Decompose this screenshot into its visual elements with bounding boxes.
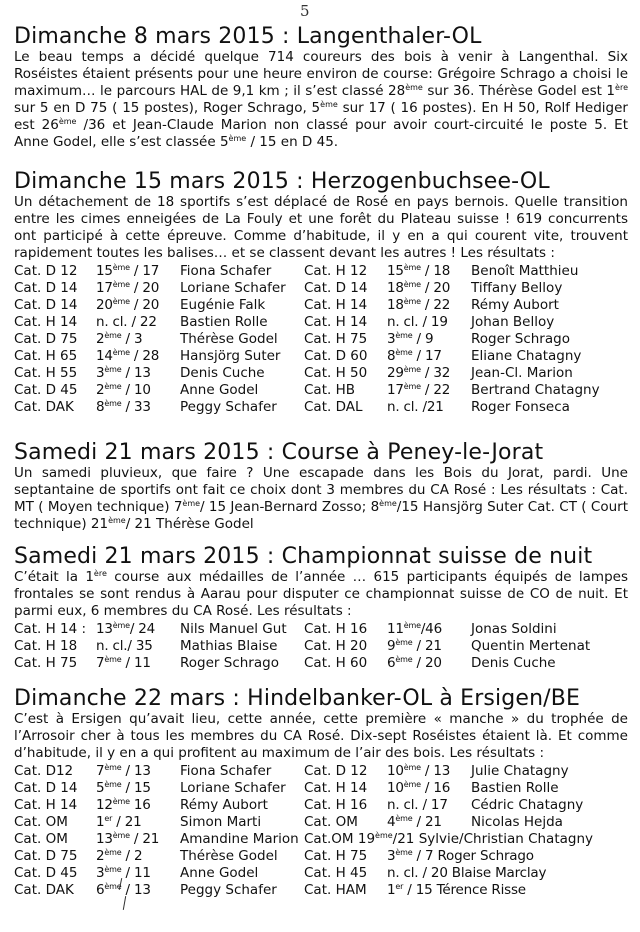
section-text: C’était la 1ère course aux médailles de l’année … 615 participants équipés de lampes frontales se sont rendus à Aarau pour disputer ce championnat suisse de CO de nuit. Et parmi eux, 6 membres du CA Rosé. Les résultats : xyxy=(14,569,628,619)
result-cell-c1: Cat. D 14 xyxy=(14,297,78,313)
result-cell-c1: Cat. OM xyxy=(14,814,68,830)
result-cell-r2: n. cl. / 19 xyxy=(387,314,448,330)
result-cell-c1: Cat. H 65 xyxy=(14,348,78,364)
result-cell-r2: 29ème / 32 xyxy=(387,365,451,381)
result-cell-n2: Johan Belloy xyxy=(471,314,555,330)
result-cell-n2: Denis Cuche xyxy=(471,655,556,671)
result-cell-n1: Peggy Schafer xyxy=(180,399,277,415)
result-row xyxy=(14,797,628,814)
section-text: C’est à Ersigen qu’avait lieu, cette année, cette première « manche » du trophée de l’Arrosoir cher à tous les membres du CA Rosé. Dix-sept Roséistes étaient là. Et comme d’habitude, il y en a qui profitent au maximum de l’air des bois. Les résultats : xyxy=(14,711,628,761)
result-cell-c2: Cat. D 60 xyxy=(304,348,368,364)
result-row xyxy=(14,865,628,882)
result-row xyxy=(14,348,628,365)
section-text: Un détachement de 18 sportifs s’est déplacé de Rosé en pays bernois. Quelle transition entre les cimes enneigées de La Fouly et une forêt du Plateau suisse ! 619 concurrents ont participé à cette épreuve. Comme d’habitude, il y en a qui courent vite, trouvent rapidement toutes les balises… et se classent devant les autres ! Les résultats : xyxy=(14,194,628,261)
result-row xyxy=(14,831,628,848)
result-cell-c2: Cat. H 75 xyxy=(304,331,368,347)
result-cell-r1: 20ème / 20 xyxy=(96,297,160,313)
result-cell-n2: Eliane Chatagny xyxy=(471,348,582,364)
section-herzogenbuchsee xyxy=(14,169,628,416)
result-cell-c1: Cat. H 18 xyxy=(14,638,78,654)
result-cell-r1: 7ème / 13 xyxy=(96,763,151,779)
result-cell-c1: Cat. D 45 xyxy=(14,382,78,398)
result-cell-r2: 15ème / 18 xyxy=(387,263,451,279)
section-text: Un samedi pluvieux, que faire ? Une escapade dans les Bois du Jorat, pardi. Une septantaine de sportifs ont fait ce choix dont 3 membres du CA Rosé : Les résultats : Cat. MT ( Moyen technique) 7ème/ 15 Jean-Bernard Zosso; 8ème/15 Hansjörg Suter Cat. CT ( Court technique) 21ème/ 21 Thérèse Godel xyxy=(14,465,628,532)
result-cell-c1: Cat. H 75 xyxy=(14,655,78,671)
result-cell-r2: n. cl. / 17 xyxy=(387,797,448,813)
result-row xyxy=(14,399,628,416)
result-cell-c2: Cat. H 16 xyxy=(304,621,368,637)
result-cell-c1: Cat. DAK xyxy=(14,882,74,898)
result-cell-c2: Cat. H 60 xyxy=(304,655,368,671)
result-cell-n2: Jean-Cl. Marion xyxy=(471,365,573,381)
result-cell-r1: n. cl./ 35 xyxy=(96,638,153,654)
section-langenthaler xyxy=(14,24,628,151)
result-cell-n1: Bastien Rolle xyxy=(180,314,268,330)
result-cell-n2: Roger Fonseca xyxy=(471,399,570,415)
section-title: Samedi 21 mars 2015 : Championnat suisse de nuit xyxy=(14,544,593,569)
result-cell-r1: 14ème / 28 xyxy=(96,348,160,364)
results-table xyxy=(14,621,628,672)
result-cell-n1: Mathias Blaise xyxy=(180,638,278,654)
result-cell-n2: Nicolas Hejda xyxy=(471,814,563,830)
result-cell-r1: 1er / 21 xyxy=(96,814,142,830)
result-cell-c2: Cat. H 45 xyxy=(304,865,368,881)
section-title: Samedi 21 mars 2015 : Course à Peney-le-Jorat xyxy=(14,440,544,465)
result-cell-n1: Simon Marti xyxy=(180,814,262,830)
result-cell-r1: 3ème / 13 xyxy=(96,365,151,381)
result-cell-c2: Cat. H 14 xyxy=(304,780,368,796)
result-row xyxy=(14,848,628,865)
result-row xyxy=(14,314,628,331)
results-table xyxy=(14,763,628,899)
result-cell-n1: Hansjörg Suter xyxy=(180,348,281,364)
section-peney-le-jorat xyxy=(14,440,628,533)
result-cell-c1: Cat. D 45 xyxy=(14,865,78,881)
result-cell-c1: Cat. D12 xyxy=(14,763,74,779)
result-cell-n1: Roger Schrago xyxy=(180,655,279,671)
result-cell-n1: Eugénie Falk xyxy=(180,297,266,313)
result-cell-n2: Benoît Matthieu xyxy=(471,263,579,279)
result-cell-c2: Cat. HAM xyxy=(304,882,367,898)
result-cell-r2: 9ème / 21 xyxy=(387,638,442,654)
result-cell-c2: Cat. H 14 xyxy=(304,314,368,330)
result-cell-n1: Denis Cuche xyxy=(180,365,265,381)
result-cell-c1: Cat. D 12 xyxy=(14,263,78,279)
result-cell-c1: Cat. D 75 xyxy=(14,331,78,347)
result-cell-n2: Julie Chatagny xyxy=(471,763,569,779)
result-cell-n1: Anne Godel xyxy=(180,382,259,398)
result-cell-n2: Bastien Rolle xyxy=(471,780,559,796)
result-cell-r2: 1er / 15 Térence Risse xyxy=(387,882,526,898)
result-cell-r2: 18ème / 22 xyxy=(387,297,451,313)
result-cell-n2: Tiffany Belloy xyxy=(471,280,563,296)
result-cell-r1: 8ème / 33 xyxy=(96,399,151,415)
result-cell-c2: Cat. D 14 xyxy=(304,280,368,296)
section-title: Dimanche 8 mars 2015 : Langenthaler-OL xyxy=(14,24,482,49)
result-cell-r2: 3ème / 7 Roger Schrago xyxy=(387,848,534,864)
result-row xyxy=(14,382,628,399)
result-cell-r1: 12ème 16 xyxy=(96,797,151,813)
result-cell-r2: 11ème/46 xyxy=(387,621,442,637)
section-championnat-nuit xyxy=(14,544,628,672)
result-cell-r1: n. cl. / 22 xyxy=(96,314,157,330)
result-cell-n2: Quentin Mertenat xyxy=(471,638,591,654)
result-cell-r1: 7ème / 11 xyxy=(96,655,151,671)
result-cell-c2: Cat.OM 19ème/21 Sylvie/Christian Chatagny xyxy=(304,831,594,847)
result-cell-r1: 5ème / 15 xyxy=(96,780,151,796)
section-title: Dimanche 15 mars 2015 : Herzogenbuchsee-OL xyxy=(14,169,550,194)
result-cell-n1: Peggy Schafer xyxy=(180,882,277,898)
result-cell-n1: Fiona Schafer xyxy=(180,263,272,279)
result-cell-c2: Cat. HB xyxy=(304,382,355,398)
section-text: Le beau temps a décidé quelque 714 coureurs des bois à venir à Langenthal. Six Roséistes étaient présents pour une heure environ de course: Grégoire Schrago a choisi le maximum… le parcours HAL de 9,1 km ; il s’est classé 28ème sur 36. Thérèse Godel est 1ère sur 5 en D 75 ( 15 postes), Roger Schrago, 5ème sur 17 ( 16 postes). En H 50, Rolf Hediger est 26ème /36 et Jean-Claude Marion non classé pour avoir court-circuité le poste 5. Et Anne Godel, elle s’est classée 5ème / 15 en D 45. xyxy=(14,49,628,150)
result-cell-r1: 13ème/ 24 xyxy=(96,621,156,637)
result-cell-r2: n. cl. /21 xyxy=(387,399,444,415)
result-cell-n1: Amandine Marion xyxy=(180,831,299,847)
section-title: Dimanche 22 mars : Hindelbanker-OL à Ersigen/BE xyxy=(14,686,581,711)
result-cell-n2: Cédric Chatagny xyxy=(471,797,584,813)
result-cell-n2: Jonas Soldini xyxy=(471,621,557,637)
page-number: 5 xyxy=(300,2,310,20)
result-row xyxy=(14,655,628,672)
results-table xyxy=(14,263,628,416)
result-cell-n1: Thérèse Godel xyxy=(180,848,278,864)
result-cell-r2: 8ème / 17 xyxy=(387,348,442,364)
result-cell-r2: 3ème / 9 xyxy=(387,331,434,347)
result-cell-n1: Thérèse Godel xyxy=(180,331,278,347)
result-cell-c1: Cat. H 55 xyxy=(14,365,78,381)
result-row xyxy=(14,280,628,297)
result-cell-r1: 3ème / 11 xyxy=(96,865,151,881)
result-cell-n2: Roger Schrago xyxy=(471,331,570,347)
result-cell-c2: Cat. H 16 xyxy=(304,797,368,813)
result-cell-n1: Nils Manuel Gut xyxy=(180,621,287,637)
result-cell-r1: 6ème / 13 xyxy=(96,882,151,898)
result-cell-c1: Cat. D 75 xyxy=(14,848,78,864)
result-row xyxy=(14,263,628,280)
result-cell-c2: Cat. DAL xyxy=(304,399,363,415)
result-cell-n1: Loriane Schafer xyxy=(180,780,286,796)
result-row xyxy=(14,297,628,314)
result-cell-r1: 15ème / 17 xyxy=(96,263,160,279)
result-cell-c1: Cat. D 14 xyxy=(14,780,78,796)
result-cell-n1: Fiona Schafer xyxy=(180,763,272,779)
result-cell-r1: 2ème / 10 xyxy=(96,382,151,398)
result-cell-c1: Cat. DAK xyxy=(14,399,74,415)
result-row xyxy=(14,814,628,831)
result-cell-r2: n. cl. / 20 Blaise Marclay xyxy=(387,865,547,881)
result-cell-c2: Cat. H 12 xyxy=(304,263,368,279)
result-cell-r2: 10ème / 16 xyxy=(387,780,451,796)
result-cell-c1: Cat. D 14 xyxy=(14,280,78,296)
result-cell-c2: Cat. H 50 xyxy=(304,365,368,381)
result-cell-c2: Cat. OM xyxy=(304,814,358,830)
result-row xyxy=(14,365,628,382)
result-cell-c2: Cat. H 14 xyxy=(304,297,368,313)
result-cell-c1: Cat. H 14 xyxy=(14,797,78,813)
result-cell-c2: Cat. H 20 xyxy=(304,638,368,654)
result-cell-n2: Bertrand Chatagny xyxy=(471,382,600,398)
result-cell-c2: Cat. D 12 xyxy=(304,763,368,779)
result-row xyxy=(14,331,628,348)
result-cell-n1: Anne Godel xyxy=(180,865,259,881)
result-cell-r2: 6ème / 20 xyxy=(387,655,442,671)
result-cell-n2: Rémy Aubort xyxy=(471,297,559,313)
result-cell-r2: 4ème / 21 xyxy=(387,814,442,830)
result-cell-c1: Cat. H 14 : xyxy=(14,621,87,637)
result-cell-c1: Cat. H 14 xyxy=(14,314,78,330)
result-cell-r1: 2ème / 3 xyxy=(96,331,143,347)
section-hindelbanker xyxy=(14,686,628,899)
result-row xyxy=(14,780,628,797)
result-row xyxy=(14,763,628,780)
result-cell-r1: 17ème / 20 xyxy=(96,280,160,296)
result-row xyxy=(14,621,628,638)
result-cell-n1: Rémy Aubort xyxy=(180,797,268,813)
result-cell-r2: 10ème / 13 xyxy=(387,763,451,779)
result-cell-r2: 17ème / 22 xyxy=(387,382,451,398)
result-cell-r1: 2ème / 2 xyxy=(96,848,143,864)
result-row xyxy=(14,638,628,655)
result-row xyxy=(14,882,628,899)
result-cell-r1: 13ème / 21 xyxy=(96,831,160,847)
result-cell-c2: Cat. H 75 xyxy=(304,848,368,864)
result-cell-r2: 18ème / 20 xyxy=(387,280,451,296)
result-cell-c1: Cat. OM xyxy=(14,831,68,847)
result-cell-n1: Loriane Schafer xyxy=(180,280,286,296)
